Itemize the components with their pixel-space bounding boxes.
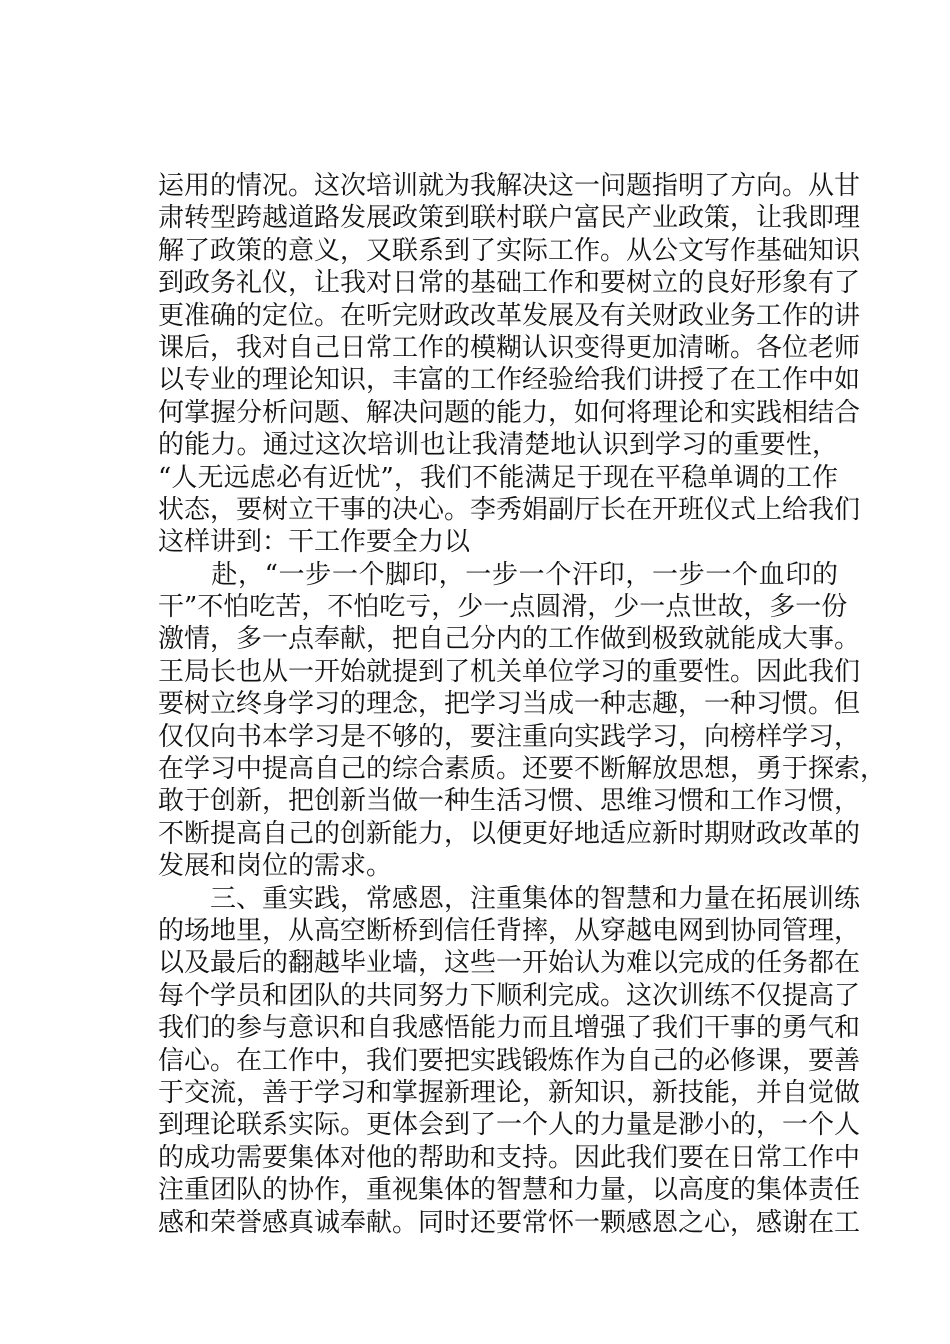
text-line: 我们的参与意识和自我感悟能力而且增强了我们干事的勇气和 <box>158 1013 861 1044</box>
text-line: 以专业的理论知识，丰富的工作经验给我们讲授了在工作中如 <box>158 365 861 396</box>
text-line: 敢于创新，把创新当做一种生活习惯、思维习惯和工作习惯， <box>158 786 861 817</box>
text-line: 到政务礼仪，让我对日常的基础工作和要树立的良好形象有了 <box>158 268 861 299</box>
text-line: 干”不怕吃苦，不怕吃亏，少一点圆滑，少一点世故，多一份 <box>158 592 848 623</box>
text-line: 注重团队的协作，重视集体的智慧和力量，以高度的集体责任 <box>158 1175 861 1206</box>
text-line: 运用的情况。这次培训就为我解决这一问题指明了方向。从甘 <box>158 171 861 201</box>
text-line: 何掌握分析问题、解决问题的能力，如何将理论和实践相结合 <box>158 397 861 428</box>
text-line: 在学习中提高自己的综合素质。还要不断解放思想，勇于探索， <box>158 754 887 785</box>
text-line: 更准确的定位。在听完财政改革发展及有关财政业务工作的讲 <box>158 300 861 331</box>
text-line: 王局长也从一开始就提到了机关单位学习的重要性。因此我们 <box>158 656 861 687</box>
text-line: 不断提高自己的创新能力，以便更好地适应新时期财政改革的 <box>158 818 861 849</box>
body-text <box>158 170 887 1239</box>
text-line: 发展和岗位的需求。 <box>158 851 393 882</box>
text-line: 解了政策的意义，又联系到了实际工作。从公文写作基础知识 <box>158 235 861 266</box>
text-line: 这样讲到：干工作要全力以 <box>158 527 471 558</box>
text-line: 信心。在工作中，我们要把实践锻炼作为自己的必修课，要善 <box>158 1045 861 1076</box>
text-line: 仅仅向书本学习是不够的，要注重向实践学习，向榜样学习， <box>158 721 861 752</box>
text-line: 要树立终身学习的理念，把学习当成一种志趣，一种习惯。但 <box>158 689 861 720</box>
text-line: 三、重实践，常感恩，注重集体的智慧和力量在拓展训练 <box>158 883 861 914</box>
text-line: 于交流，善于学习和掌握新理论，新知识，新技能，并自觉做 <box>158 1077 861 1108</box>
text-line: 以及最后的翻越毕业墙，这些一开始认为难以完成的任务都在 <box>158 948 861 979</box>
text-line: 课后，我对自己日常工作的模糊认识变得更加清晰。各位老师 <box>158 332 861 363</box>
text-line: 肃转型跨越道路发展政策到联村联户富民产业政策，让我即理 <box>158 203 861 234</box>
text-line: 每个学员和团队的共同努力下顺利完成。这次训练不仅提高了 <box>158 980 861 1011</box>
text-line: 到理论联系实际。更体会到了一个人的力量是渺小的，一个人 <box>158 1110 861 1141</box>
text-line: “人无远虑必有近忧”，我们不能满足于现在平稳单调的工作 <box>158 462 838 493</box>
text-line: 感和荣誉感真诚奉献。同时还要常怀一颗感恩之心，感谢在工 <box>158 1207 861 1238</box>
text-line: 赴，“一步一个脚印，一步一个汗印，一步一个血印的 <box>158 559 838 590</box>
text-line: 激情，多一点奉献，把自己分内的工作做到极致就能成大事。 <box>158 624 861 655</box>
text-line: 状态，要树立干事的决心。李秀娟副厅长在开班仪式上给我们 <box>158 494 861 525</box>
text-line: 的场地里，从高空断桥到信任背摔，从穿越电网到协同管理， <box>158 915 861 946</box>
text-line: 的成功需要集体对他的帮助和支持。因此我们要在日常工作中 <box>158 1142 861 1173</box>
text-line: 的能力。通过这次培训也让我清楚地认识到学习的重要性， <box>158 430 838 461</box>
